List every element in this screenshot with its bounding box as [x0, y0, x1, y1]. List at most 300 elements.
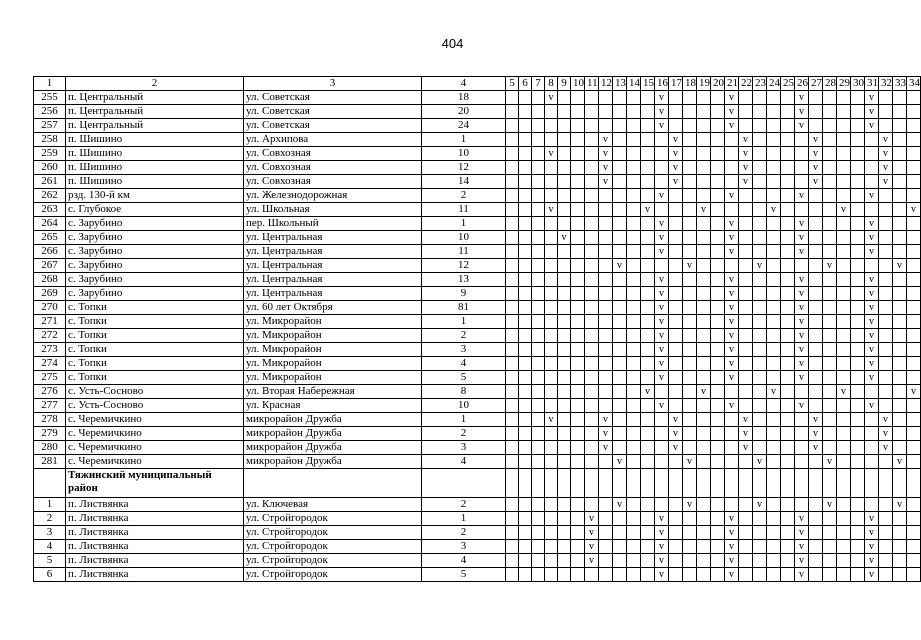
- check-mark: v: [613, 455, 627, 469]
- empty-cell: [506, 540, 519, 554]
- header-cell: 28: [823, 77, 837, 91]
- check-mark: v: [725, 287, 739, 301]
- empty-cell: [865, 175, 879, 189]
- empty-cell: [669, 203, 683, 217]
- empty-cell: [795, 498, 809, 512]
- empty-cell: [655, 413, 669, 427]
- house-cell: 12: [422, 161, 506, 175]
- empty-cell: [627, 315, 641, 329]
- empty-cell: [519, 189, 532, 203]
- empty-cell: [655, 427, 669, 441]
- row-number: 257: [34, 119, 66, 133]
- check-mark: v: [795, 217, 809, 231]
- empty-cell: [711, 273, 725, 287]
- empty-cell: [697, 329, 711, 343]
- empty-cell: [865, 498, 879, 512]
- house-cell: 10: [422, 399, 506, 413]
- empty-cell: [683, 385, 697, 399]
- empty-cell: [725, 498, 739, 512]
- street-cell: ул. Ключевая: [244, 498, 422, 512]
- row-number: 278: [34, 413, 66, 427]
- check-mark: v: [795, 329, 809, 343]
- empty-cell: [753, 512, 767, 526]
- empty-cell: [879, 498, 893, 512]
- empty-cell: [519, 119, 532, 133]
- house-cell: 81: [422, 301, 506, 315]
- empty-cell: [613, 469, 627, 498]
- check-mark: v: [725, 540, 739, 554]
- empty-cell: [545, 498, 558, 512]
- empty-cell: [519, 399, 532, 413]
- empty-cell: [545, 399, 558, 413]
- empty-cell: [585, 287, 599, 301]
- empty-cell: [767, 147, 781, 161]
- empty-cell: [519, 371, 532, 385]
- street-cell: ул. Железнодорожная: [244, 189, 422, 203]
- empty-cell: [795, 441, 809, 455]
- empty-cell: [893, 526, 907, 540]
- empty-cell: [571, 119, 585, 133]
- house-cell: 12: [422, 259, 506, 273]
- empty-cell: [506, 315, 519, 329]
- street-cell: ул. 60 лет Октября: [244, 301, 422, 315]
- check-mark: v: [655, 119, 669, 133]
- empty-cell: [753, 568, 767, 582]
- table-row: [34, 273, 921, 287]
- empty-cell: [519, 343, 532, 357]
- empty-cell: [599, 245, 613, 259]
- check-mark: v: [795, 91, 809, 105]
- empty-cell: [669, 231, 683, 245]
- empty-cell: [613, 357, 627, 371]
- empty-cell: [893, 441, 907, 455]
- empty-cell: [781, 399, 795, 413]
- empty-cell: [753, 357, 767, 371]
- empty-cell: [753, 554, 767, 568]
- empty-cell: [711, 568, 725, 582]
- empty-cell: [837, 259, 851, 273]
- empty-cell: [599, 512, 613, 526]
- empty-cell: [781, 554, 795, 568]
- empty-cell: [767, 175, 781, 189]
- empty-cell: [683, 287, 697, 301]
- street-cell: ул. Центральная: [244, 245, 422, 259]
- empty-cell: [669, 329, 683, 343]
- check-mark: v: [655, 554, 669, 568]
- check-mark: v: [795, 399, 809, 413]
- house-cell: 1: [422, 133, 506, 147]
- empty-cell: [599, 287, 613, 301]
- empty-cell: [823, 554, 837, 568]
- check-mark: v: [865, 287, 879, 301]
- empty-cell: [851, 231, 865, 245]
- empty-cell: [837, 413, 851, 427]
- empty-cell: [809, 371, 823, 385]
- empty-cell: [753, 217, 767, 231]
- empty-cell: [558, 287, 571, 301]
- empty-cell: [532, 133, 545, 147]
- check-mark: v: [669, 175, 683, 189]
- empty-cell: [506, 273, 519, 287]
- empty-cell: [767, 161, 781, 175]
- empty-cell: [907, 526, 921, 540]
- check-mark: v: [655, 245, 669, 259]
- empty-cell: [506, 554, 519, 568]
- empty-cell: [753, 413, 767, 427]
- empty-cell: [823, 217, 837, 231]
- empty-cell: [753, 385, 767, 399]
- empty-cell: [851, 498, 865, 512]
- empty-cell: [781, 231, 795, 245]
- empty-cell: [739, 329, 753, 343]
- check-mark: v: [725, 554, 739, 568]
- empty-cell: [519, 105, 532, 119]
- empty-cell: [627, 287, 641, 301]
- empty-cell: [545, 161, 558, 175]
- table-row: [34, 357, 921, 371]
- street-cell: ул. Стройгородок: [244, 568, 422, 582]
- empty-cell: [669, 399, 683, 413]
- empty-cell: [506, 343, 519, 357]
- header-cell: 10: [571, 77, 585, 91]
- empty-cell: [823, 231, 837, 245]
- empty-cell: [837, 399, 851, 413]
- empty-cell: [558, 245, 571, 259]
- street-cell: микрорайон Дружба: [244, 441, 422, 455]
- check-mark: v: [795, 315, 809, 329]
- street-cell: ул. Архипова: [244, 133, 422, 147]
- empty-cell: [655, 441, 669, 455]
- empty-cell: [571, 175, 585, 189]
- empty-cell: [851, 245, 865, 259]
- empty-cell: [613, 217, 627, 231]
- empty-cell: [781, 526, 795, 540]
- table-row: [34, 315, 921, 329]
- check-mark: v: [795, 343, 809, 357]
- empty-cell: [879, 217, 893, 231]
- empty-cell: [545, 469, 558, 498]
- empty-cell: [795, 427, 809, 441]
- empty-cell: [506, 301, 519, 315]
- empty-cell: [519, 315, 532, 329]
- empty-cell: [571, 399, 585, 413]
- empty-cell: [545, 441, 558, 455]
- check-mark: v: [655, 343, 669, 357]
- empty-cell: [641, 413, 655, 427]
- empty-cell: [795, 203, 809, 217]
- empty-cell: [781, 455, 795, 469]
- empty-cell: [627, 105, 641, 119]
- empty-cell: [599, 91, 613, 105]
- settlement-cell: рзд. 130-й км: [66, 189, 244, 203]
- empty-cell: [506, 568, 519, 582]
- empty-cell: [907, 119, 921, 133]
- empty-cell: [767, 273, 781, 287]
- empty-cell: [627, 568, 641, 582]
- row-number: 256: [34, 105, 66, 119]
- header-cell: 24: [767, 77, 781, 91]
- empty-cell: [571, 455, 585, 469]
- check-mark: v: [739, 161, 753, 175]
- empty-cell: [669, 343, 683, 357]
- empty-cell: [767, 259, 781, 273]
- empty-cell: [599, 231, 613, 245]
- check-mark: v: [795, 568, 809, 582]
- row-number: 263: [34, 203, 66, 217]
- empty-cell: [506, 427, 519, 441]
- empty-cell: [711, 203, 725, 217]
- check-mark: v: [907, 203, 921, 217]
- empty-cell: [506, 512, 519, 526]
- empty-cell: [613, 119, 627, 133]
- empty-cell: [669, 455, 683, 469]
- empty-cell: [571, 203, 585, 217]
- table-row: [34, 161, 921, 175]
- empty-cell: [809, 273, 823, 287]
- empty-cell: [837, 540, 851, 554]
- check-mark: v: [893, 498, 907, 512]
- empty-cell: [767, 133, 781, 147]
- empty-cell: [506, 455, 519, 469]
- check-mark: v: [725, 301, 739, 315]
- empty-cell: [558, 413, 571, 427]
- header-cell: 32: [879, 77, 893, 91]
- house-cell: 3: [422, 441, 506, 455]
- empty-cell: [519, 147, 532, 161]
- check-mark: v: [655, 189, 669, 203]
- empty-cell: [641, 498, 655, 512]
- empty-cell: [711, 469, 725, 498]
- empty-cell: [809, 189, 823, 203]
- street-cell: ул. Стройгородок: [244, 512, 422, 526]
- empty-cell: [585, 357, 599, 371]
- empty-cell: [809, 301, 823, 315]
- empty-cell: [571, 147, 585, 161]
- empty-cell: [532, 554, 545, 568]
- empty-cell: [907, 540, 921, 554]
- empty-cell: [823, 526, 837, 540]
- empty-cell: [781, 273, 795, 287]
- empty-cell: [558, 161, 571, 175]
- empty-cell: [767, 245, 781, 259]
- empty-cell: [851, 175, 865, 189]
- empty-cell: [506, 175, 519, 189]
- empty-cell: [739, 203, 753, 217]
- empty-cell: [823, 441, 837, 455]
- check-mark: v: [879, 175, 893, 189]
- empty-cell: [506, 203, 519, 217]
- empty-cell: [879, 287, 893, 301]
- row-number: 281: [34, 455, 66, 469]
- empty-cell: [599, 385, 613, 399]
- empty-cell: [753, 441, 767, 455]
- empty-cell: [739, 91, 753, 105]
- empty-cell: [837, 512, 851, 526]
- empty-cell: [613, 147, 627, 161]
- empty-cell: [545, 287, 558, 301]
- check-mark: v: [669, 133, 683, 147]
- empty-cell: [823, 147, 837, 161]
- empty-cell: [767, 413, 781, 427]
- settlement-cell: с. Топки: [66, 357, 244, 371]
- empty-cell: [519, 301, 532, 315]
- empty-cell: [879, 554, 893, 568]
- empty-cell: [599, 399, 613, 413]
- empty-cell: [893, 469, 907, 498]
- empty-cell: [823, 105, 837, 119]
- empty-cell: [767, 371, 781, 385]
- table-row: [34, 245, 921, 259]
- check-mark: v: [795, 526, 809, 540]
- header-cell: 4: [422, 77, 506, 91]
- empty-cell: [585, 427, 599, 441]
- empty-cell: [795, 147, 809, 161]
- row-number: 269: [34, 287, 66, 301]
- empty-cell: [683, 554, 697, 568]
- table-row: [34, 385, 921, 399]
- empty-cell: [781, 287, 795, 301]
- empty-cell: [599, 203, 613, 217]
- empty-cell: [683, 512, 697, 526]
- empty-cell: [571, 540, 585, 554]
- table-row: [34, 371, 921, 385]
- empty-cell: [571, 427, 585, 441]
- empty-cell: [545, 343, 558, 357]
- street-cell: пер. Школьный: [244, 217, 422, 231]
- empty-cell: [599, 568, 613, 582]
- empty-cell: [711, 554, 725, 568]
- table-row: [34, 259, 921, 273]
- empty-cell: [697, 189, 711, 203]
- empty-cell: [893, 231, 907, 245]
- empty-cell: [532, 259, 545, 273]
- empty-cell: [907, 287, 921, 301]
- check-mark: v: [823, 259, 837, 273]
- empty-cell: [697, 259, 711, 273]
- empty-cell: [519, 217, 532, 231]
- row-number: 262: [34, 189, 66, 203]
- row-number: 259: [34, 147, 66, 161]
- empty-cell: [641, 427, 655, 441]
- empty-cell: [627, 371, 641, 385]
- check-mark: v: [655, 568, 669, 582]
- schedule-table: [33, 76, 921, 582]
- check-mark: v: [725, 371, 739, 385]
- empty-cell: [851, 147, 865, 161]
- empty-cell: [893, 329, 907, 343]
- empty-cell: [519, 259, 532, 273]
- empty-cell: [558, 540, 571, 554]
- check-mark: v: [739, 147, 753, 161]
- empty-cell: [767, 217, 781, 231]
- check-mark: v: [795, 189, 809, 203]
- empty-cell: [753, 301, 767, 315]
- empty-cell: [627, 385, 641, 399]
- header-cell: 9: [558, 77, 571, 91]
- check-mark: v: [865, 217, 879, 231]
- empty-cell: [837, 568, 851, 582]
- house-cell: 2: [422, 189, 506, 203]
- empty-cell: [865, 203, 879, 217]
- empty-cell: [683, 371, 697, 385]
- empty-cell: [655, 133, 669, 147]
- empty-cell: [851, 203, 865, 217]
- check-mark: v: [809, 441, 823, 455]
- empty-cell: [613, 371, 627, 385]
- empty-cell: [851, 385, 865, 399]
- table-row: [34, 217, 921, 231]
- empty-cell: [545, 427, 558, 441]
- empty-cell: [739, 273, 753, 287]
- empty-cell: [837, 245, 851, 259]
- empty-cell: [519, 455, 532, 469]
- table-row: [34, 105, 921, 119]
- empty-cell: [851, 469, 865, 498]
- check-mark: v: [809, 161, 823, 175]
- empty-cell: [879, 568, 893, 582]
- empty-cell: [613, 427, 627, 441]
- empty-cell: [851, 455, 865, 469]
- street-cell: ул. Центральная: [244, 259, 422, 273]
- empty-cell: [795, 133, 809, 147]
- empty-cell: [532, 189, 545, 203]
- empty-cell: [506, 329, 519, 343]
- row-number: 279: [34, 427, 66, 441]
- empty-cell: [809, 91, 823, 105]
- empty-cell: [767, 512, 781, 526]
- empty-cell: [683, 413, 697, 427]
- settlement-cell: п. Листвянка: [66, 526, 244, 540]
- empty-cell: [767, 357, 781, 371]
- empty-cell: [641, 315, 655, 329]
- check-mark: v: [739, 427, 753, 441]
- house-cell: 5: [422, 568, 506, 582]
- empty-cell: [519, 427, 532, 441]
- empty-cell: [907, 301, 921, 315]
- header-cell: 7: [532, 77, 545, 91]
- check-mark: v: [683, 498, 697, 512]
- empty-cell: [823, 329, 837, 343]
- row-number: 268: [34, 273, 66, 287]
- empty-cell: [558, 133, 571, 147]
- empty-cell: [585, 175, 599, 189]
- empty-cell: [571, 357, 585, 371]
- empty-cell: [558, 385, 571, 399]
- empty-cell: [571, 161, 585, 175]
- empty-cell: [711, 259, 725, 273]
- row-number: 258: [34, 133, 66, 147]
- empty-cell: [683, 568, 697, 582]
- empty-cell: [893, 147, 907, 161]
- check-mark: v: [725, 105, 739, 119]
- empty-cell: [627, 217, 641, 231]
- street-cell: микрорайон Дружба: [244, 455, 422, 469]
- empty-cell: [809, 343, 823, 357]
- empty-cell: [767, 455, 781, 469]
- empty-cell: [627, 343, 641, 357]
- empty-cell: [545, 119, 558, 133]
- empty-cell: [697, 217, 711, 231]
- empty-cell: [907, 133, 921, 147]
- empty-cell: [781, 413, 795, 427]
- empty-cell: [865, 441, 879, 455]
- empty-cell: [627, 469, 641, 498]
- check-mark: v: [725, 119, 739, 133]
- check-mark: v: [669, 427, 683, 441]
- check-mark: v: [655, 371, 669, 385]
- empty-cell: [558, 441, 571, 455]
- empty-cell: [627, 119, 641, 133]
